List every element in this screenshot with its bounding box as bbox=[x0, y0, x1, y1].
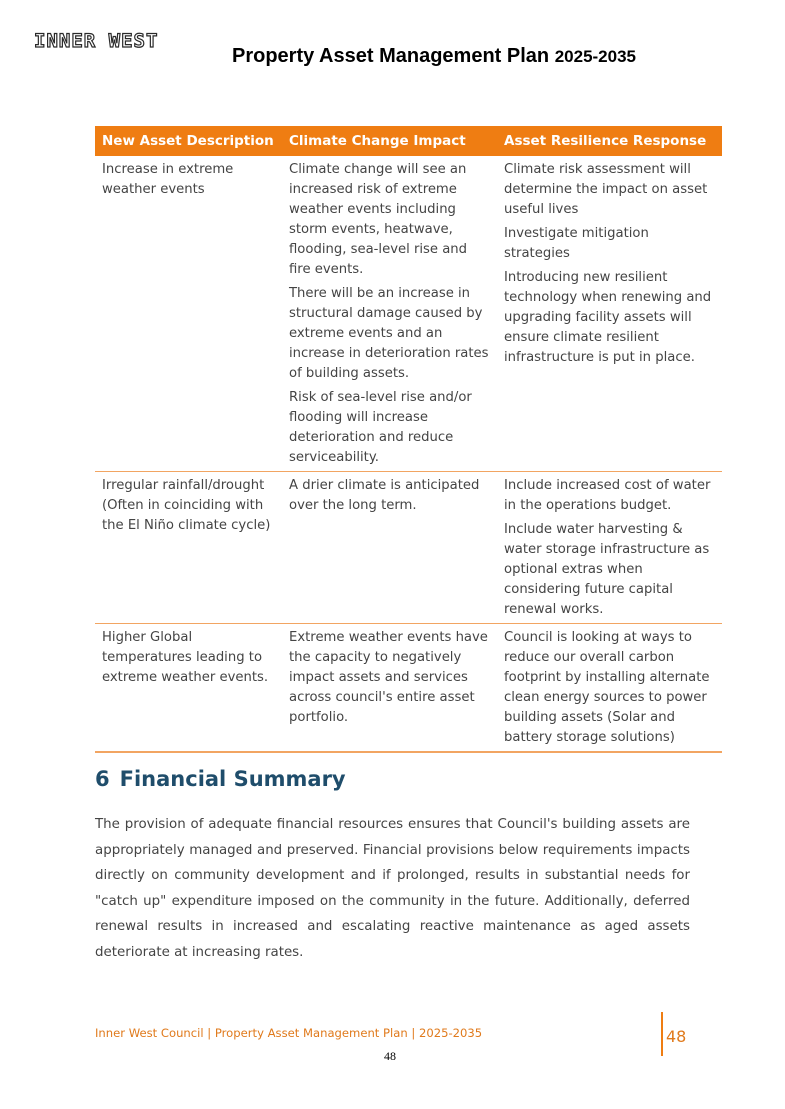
cell-paragraph: Introducing new resilient technology when renewing and upgrading facility assets will ensure climate resilient infrastructure is put in place. bbox=[504, 270, 712, 365]
cell-paragraph: Climate risk assessment will determine the impact on asset useful lives bbox=[504, 162, 708, 217]
climate-resilience-table bbox=[95, 126, 722, 753]
header-climate-change-impact: Climate Change Impact bbox=[282, 126, 497, 156]
response-cell bbox=[497, 472, 722, 624]
inner-west-logo: INNER WEST bbox=[34, 30, 159, 52]
section-title: Financial Summary bbox=[119, 767, 346, 791]
footer-page-number: 48 bbox=[666, 1027, 687, 1046]
footer-text: Inner West Council | Property Asset Management Plan | 2025-2035 bbox=[95, 1026, 483, 1040]
cell-paragraph: Extreme weather events have the capacity to negatively impact assets and services across council's entire asset portfolio. bbox=[289, 630, 488, 725]
description-cell bbox=[95, 472, 282, 624]
impact-cell bbox=[282, 624, 497, 753]
table-row bbox=[95, 624, 722, 753]
cell-paragraph: Include increased cost of water in the operations budget. bbox=[504, 478, 711, 513]
description-cell bbox=[95, 624, 282, 753]
cell-paragraph: Increase in extreme weather events bbox=[102, 162, 234, 197]
table-header-row bbox=[95, 126, 722, 156]
document-title-years: 2025-2035 bbox=[554, 47, 637, 66]
section-heading bbox=[95, 767, 346, 791]
header-asset-resilience-response: Asset Resilience Response bbox=[497, 126, 722, 156]
response-cell bbox=[497, 156, 722, 472]
response-cell bbox=[497, 624, 722, 753]
cell-paragraph: Climate change will see an increased risk of extreme weather events including storm events, heatwave, flooding, sea-level rise and fire events. bbox=[289, 162, 468, 277]
table-row bbox=[95, 472, 722, 624]
page-number: 48 bbox=[384, 1049, 396, 1063]
header-new-asset-description: New Asset Description bbox=[95, 126, 282, 156]
cell-paragraph: Risk of sea-level rise and/or flooding will increase deterioration and reduce serviceability. bbox=[289, 390, 472, 465]
cell-paragraph: Include water harvesting & water storage infrastructure as optional extras when considering future capital renewal works. bbox=[504, 522, 710, 617]
financial-summary-paragraph: The provision of adequate financial resources ensures that Council's building assets are appropriately managed and preserved. Financial provisions below requirements impacts directly on community development and if prolonged, results in substantial needs for "catch up" expenditure imposed on the community in the future. Additionally, deferred renewal results in increased and escalating reactive maintenance as aged assets deteriorate at increasing rates. bbox=[95, 817, 690, 960]
section-number: 6 bbox=[95, 767, 110, 791]
impact-cell bbox=[282, 156, 497, 472]
cell-paragraph: Council is looking at ways to reduce our overall carbon footprint by installing alternate clean energy sources to power building assets (Solar and battery storage solutions) bbox=[504, 630, 710, 745]
footer-divider bbox=[661, 1012, 663, 1056]
description-cell bbox=[95, 156, 282, 472]
cell-paragraph: There will be an increase in structural damage caused by extreme events and an increase in deterioration rates of building assets. bbox=[289, 286, 489, 381]
cell-paragraph: Investigate mitigation strategies bbox=[504, 226, 649, 261]
document-title-main: Property Asset Management Plan bbox=[232, 45, 550, 67]
document-title bbox=[232, 45, 636, 68]
cell-paragraph: Irregular rainfall/drought (Often in coinciding with the El Niño climate cycle) bbox=[102, 478, 271, 533]
table-row bbox=[95, 156, 722, 472]
cell-paragraph: Higher Global temperatures leading to extreme weather events. bbox=[102, 630, 269, 685]
impact-cell bbox=[282, 472, 497, 624]
cell-paragraph: A drier climate is anticipated over the long term. bbox=[289, 478, 480, 513]
